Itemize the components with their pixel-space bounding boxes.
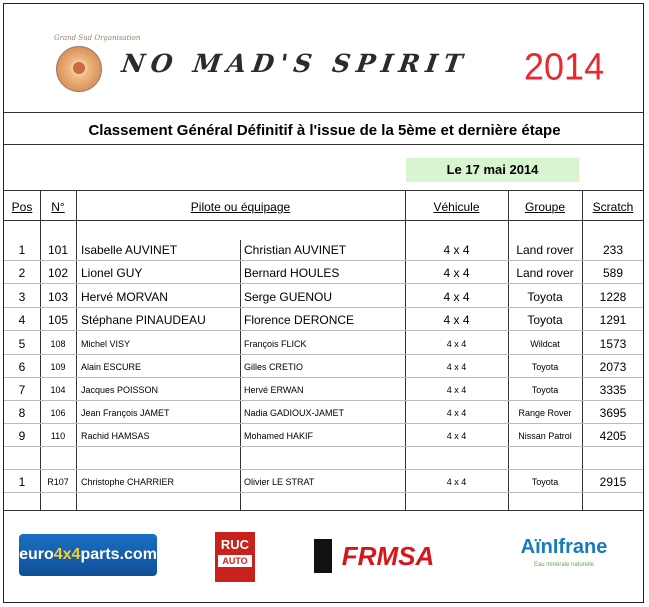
cell-copilot: François FLICK [244,339,307,349]
cell-copilot: Bernard HOULES [244,266,340,280]
cell-pilot: Lionel GUY [81,266,143,280]
cell-vehicle: 4 x 4 [443,266,470,280]
cell-pilot: Jacques POISSON [81,385,159,395]
cell-number: 104 [50,385,66,395]
table-bottom-border [4,510,643,511]
cell-group: Toyota [531,362,559,372]
cell-pos: 4 [18,313,26,327]
cell-number: 109 [50,362,66,372]
cell-copilot: Florence DERONCE [244,313,355,327]
row-divider [4,469,643,470]
cell-group: Land rover [516,243,574,257]
cell-pilot: Alain ESCURE [81,362,142,372]
column-divider [508,190,509,510]
cell-vehicle: 4 x 4 [443,313,470,327]
cell-scratch: 1228 [599,290,627,304]
cell-copilot: Christian AUVINET [244,243,347,257]
cell-group: Toyota [527,290,563,304]
cell-copilot: Nadia GADIOUX-JAMET [244,408,345,418]
cell-pos: 9 [18,429,26,443]
row-divider [4,423,643,424]
organizer-logo-icon [56,46,102,92]
cell-vehicle: 4 x 4 [446,362,467,372]
row-divider [4,283,643,284]
cell-scratch: 4205 [599,429,627,443]
cell-vehicle: 4 x 4 [446,431,467,441]
cell-group: Range Rover [518,408,572,418]
sponsor-euro-parts-text: parts.com [80,546,157,563]
cell-copilot: Mohamed HAKIF [244,431,314,441]
cell-pilot: Christophe CHARRIER [81,477,175,487]
column-divider [76,190,77,510]
cell-number: 101 [47,243,69,257]
cell-number: 105 [47,313,69,327]
cell-vehicle: 4 x 4 [446,385,467,395]
row-divider [4,492,643,493]
table-header-border [4,220,643,221]
cell-pos: 1 [18,243,26,257]
cell-scratch: 589 [602,266,624,280]
cell-scratch: 1573 [599,337,627,351]
row-divider [4,330,643,331]
page-subtitle: Classement Général Définitif à l'issue de la 5ème et dernière étape [88,122,561,139]
cell-pos: 2 [18,266,26,280]
sponsor-auto-text: AUTO [218,555,252,567]
row-divider [4,377,643,378]
row-divider [4,354,643,355]
column-divider [40,190,41,510]
cell-group: Toyota [531,477,559,487]
cell-pilot: Michel VISY [81,339,131,349]
cell-number: 110 [50,431,66,441]
cell-pos: 7 [18,383,26,397]
cell-number: R107 [47,477,69,487]
cell-vehicle: 4 x 4 [446,408,467,418]
column-header-number: N° [51,200,65,214]
cell-copilot: Hervé ERWAN [244,385,304,395]
cell-copilot: Olivier LE STRAT [244,477,315,487]
cell-scratch: 3695 [599,406,627,420]
cell-pos: 6 [18,360,26,374]
row-divider [4,446,643,447]
column-header-pos: Pos [11,200,33,214]
column-header-group: Groupe [524,200,566,214]
cell-scratch: 2073 [599,360,627,374]
cell-group: Wildcat [530,339,560,349]
cell-number: 102 [47,266,69,280]
cell-pilot: Jean François JAMET [81,408,170,418]
sponsor-euro-4x4-text: 4x4 [53,546,81,563]
cell-group: Nissan Patrol [518,431,572,441]
results-sheet [3,3,644,603]
row-divider [4,400,643,401]
cell-group: Land rover [516,266,574,280]
column-divider [405,190,406,510]
cell-pilot: Hervé MORVAN [81,290,168,304]
cell-vehicle: 4 x 4 [443,243,470,257]
cell-pilot: Rachid HAMSAS [81,431,150,441]
event-year: 2014 [524,44,605,88]
cell-pos: 8 [18,406,26,420]
cell-copilot: Gilles CRETIO [244,362,304,372]
cell-vehicle: 4 x 4 [446,339,467,349]
divider [4,112,643,113]
cell-pos: 3 [18,290,26,304]
cell-pos: 1 [18,475,26,489]
column-header-scratch: Scratch [592,200,634,214]
sponsor-frmsa-logo: FRMSA [314,539,462,573]
sponsor-euro4x4parts-logo [19,534,157,576]
sponsor-ruc-text: RUC [220,537,250,552]
sponsor-euro-text: euro [19,546,54,563]
date-badge: Le 17 mai 2014 [406,158,579,182]
cell-group: Toyota [527,313,563,327]
sponsor-ain-name: AïnIfrane [520,536,608,558]
divider [4,144,643,145]
cell-scratch: 1291 [599,313,627,327]
cell-scratch: 2915 [599,475,627,489]
cell-scratch: 233 [602,243,624,257]
sponsor-ruc-auto-logo [215,532,255,582]
column-header-pilot: Pilote ou équipage [190,200,291,214]
cell-scratch: 3335 [599,383,627,397]
sponsor-ain-ifrane-logo [516,534,612,580]
cell-number: 106 [50,408,66,418]
cell-number: 103 [47,290,69,304]
cell-pos: 5 [18,337,26,351]
cell-group: Toyota [531,385,559,395]
cell-number: 108 [50,339,66,349]
cell-vehicle: 4 x 4 [446,477,467,487]
sponsor-ain-tagline: Eau minérale naturelle [533,562,595,568]
organizer-logo-text: Grand Sud Organisation [54,34,141,42]
event-title: NO MAD'S SPIRIT [119,49,471,78]
column-header-vehicle: Véhicule [433,200,480,214]
cell-pilot: Isabelle AUVINET [81,243,178,257]
row-divider [4,260,643,261]
table-top-border [4,190,643,191]
cell-vehicle: 4 x 4 [443,290,470,304]
row-divider [4,307,643,308]
cell-pilot: Stéphane PINAUDEAU [81,313,206,327]
cell-copilot: Serge GUENOU [244,290,333,304]
